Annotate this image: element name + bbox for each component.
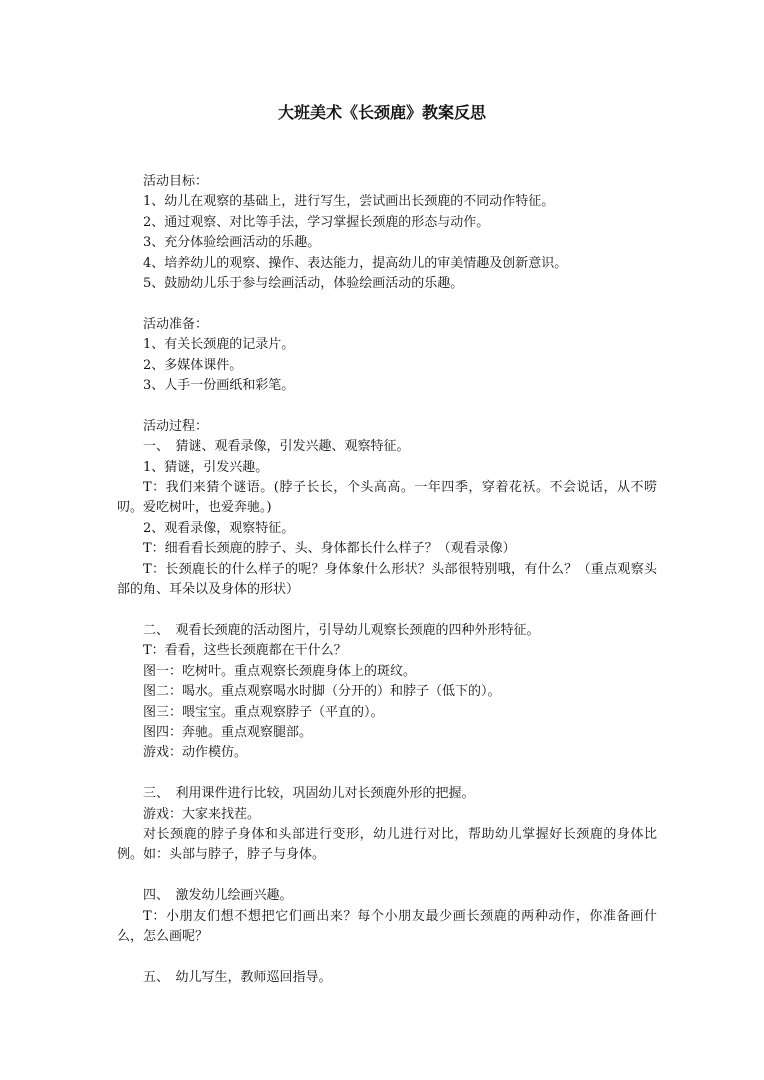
paragraph: 5、鼓励幼儿乐于参与绘画活动，体验绘画活动的乐趣。 bbox=[143, 276, 464, 292]
paragraph: 2、通过观察、对比等手法，学习掌握长颈鹿的形态与动作。 bbox=[143, 214, 490, 230]
paragraph: 2、多媒体课件。 bbox=[143, 357, 243, 373]
blank-line bbox=[117, 764, 657, 784]
paragraph: 四、 激发幼儿绘画兴趣。 bbox=[143, 888, 293, 904]
paragraph: 1、猜谜，引发兴趣。 bbox=[143, 459, 269, 475]
paragraph: 1、有关长颈鹿的记录片。 bbox=[143, 337, 295, 353]
paragraph: 三、 利用课件进行比较，巩固幼儿对长颈鹿外形的把握。 bbox=[143, 786, 475, 802]
paragraph: 五、 幼儿写生，教师巡回指导。 bbox=[143, 969, 332, 985]
paragraph: 3、充分体验绘画活动的乐趣。 bbox=[143, 235, 321, 251]
paragraph: 活动准备： bbox=[143, 316, 209, 332]
paragraph: T：小朋友们想不想把它们画出来？每个小朋友最少画长颈鹿的两种动作，你准备画什么，怎么画呢？ bbox=[117, 908, 657, 944]
paragraph: 图二：喝水。重点观察喝水时脚（分开的）和脖子（低下的）。 bbox=[143, 684, 501, 700]
paragraph: 对长颈鹿的脖子身体和头部进行变形，幼儿进行对比，帮助幼儿掌握好长颈鹿的身体比例。如：头部与脖子，脖子与身体。 bbox=[117, 826, 657, 863]
blank-line bbox=[117, 294, 657, 314]
paragraph: 图一：吃树叶。重点观察长颈鹿身体上的斑纹。 bbox=[143, 663, 417, 679]
paragraph: 3、人手一份画纸和彩笔。 bbox=[143, 378, 295, 394]
paragraph: 4、培养幼儿的观察、操作、表达能力，提高幼儿的审美情趣及创新意识。 bbox=[143, 255, 568, 271]
paragraph: 图三：喂宝宝。重点观察脖子（平直的）。 bbox=[143, 704, 384, 720]
blank-line bbox=[117, 601, 657, 621]
blank-line bbox=[117, 947, 657, 967]
paragraph: 二、 观看长颈鹿的活动图片，引导幼儿观察长颈鹿的四种外形特征。 bbox=[143, 622, 540, 638]
paragraph: 一、 猜谜、观看录像，引发兴趣、观察特征。 bbox=[143, 439, 410, 455]
paragraph: T：我们来猜个谜语。(脖子长长，个头高高。一年四季，穿着花袄。不会说话，从不唠叨。爱吃树叶，也爱奔驰。) bbox=[117, 480, 657, 516]
paragraph: 图四：奔驰。重点观察腿部。 bbox=[143, 724, 313, 740]
paragraph: 1、幼儿在观察的基础上，进行写生，尝试画出长颈鹿的不同动作特征。 bbox=[143, 194, 555, 210]
paragraph: T：细看看长颈鹿的脖子、头、身体都长什么样子？（观看录像） bbox=[143, 541, 516, 557]
paragraph: 2、观看录像，观察特征。 bbox=[143, 520, 295, 536]
paragraph: T：看看，这些长颈鹿都在干什么？ bbox=[143, 643, 347, 659]
blank-line bbox=[117, 396, 657, 416]
document-body bbox=[117, 172, 657, 988]
paragraph: 游戏：动作模仿。 bbox=[143, 745, 248, 761]
paragraph: 活动目标： bbox=[143, 174, 209, 189]
paragraph: 游戏：大家来找茬。 bbox=[143, 806, 261, 822]
blank-line bbox=[117, 866, 657, 886]
paragraph: T：长颈鹿长的什么样子的呢？身体象什么形状？头部很特别哦，有什么？（重点观察头部的角、耳朵以及身体的形状） bbox=[117, 561, 657, 598]
paragraph: 活动过程： bbox=[143, 418, 209, 434]
document-title: 大班美术《长颈鹿》教案反思 bbox=[277, 103, 486, 122]
